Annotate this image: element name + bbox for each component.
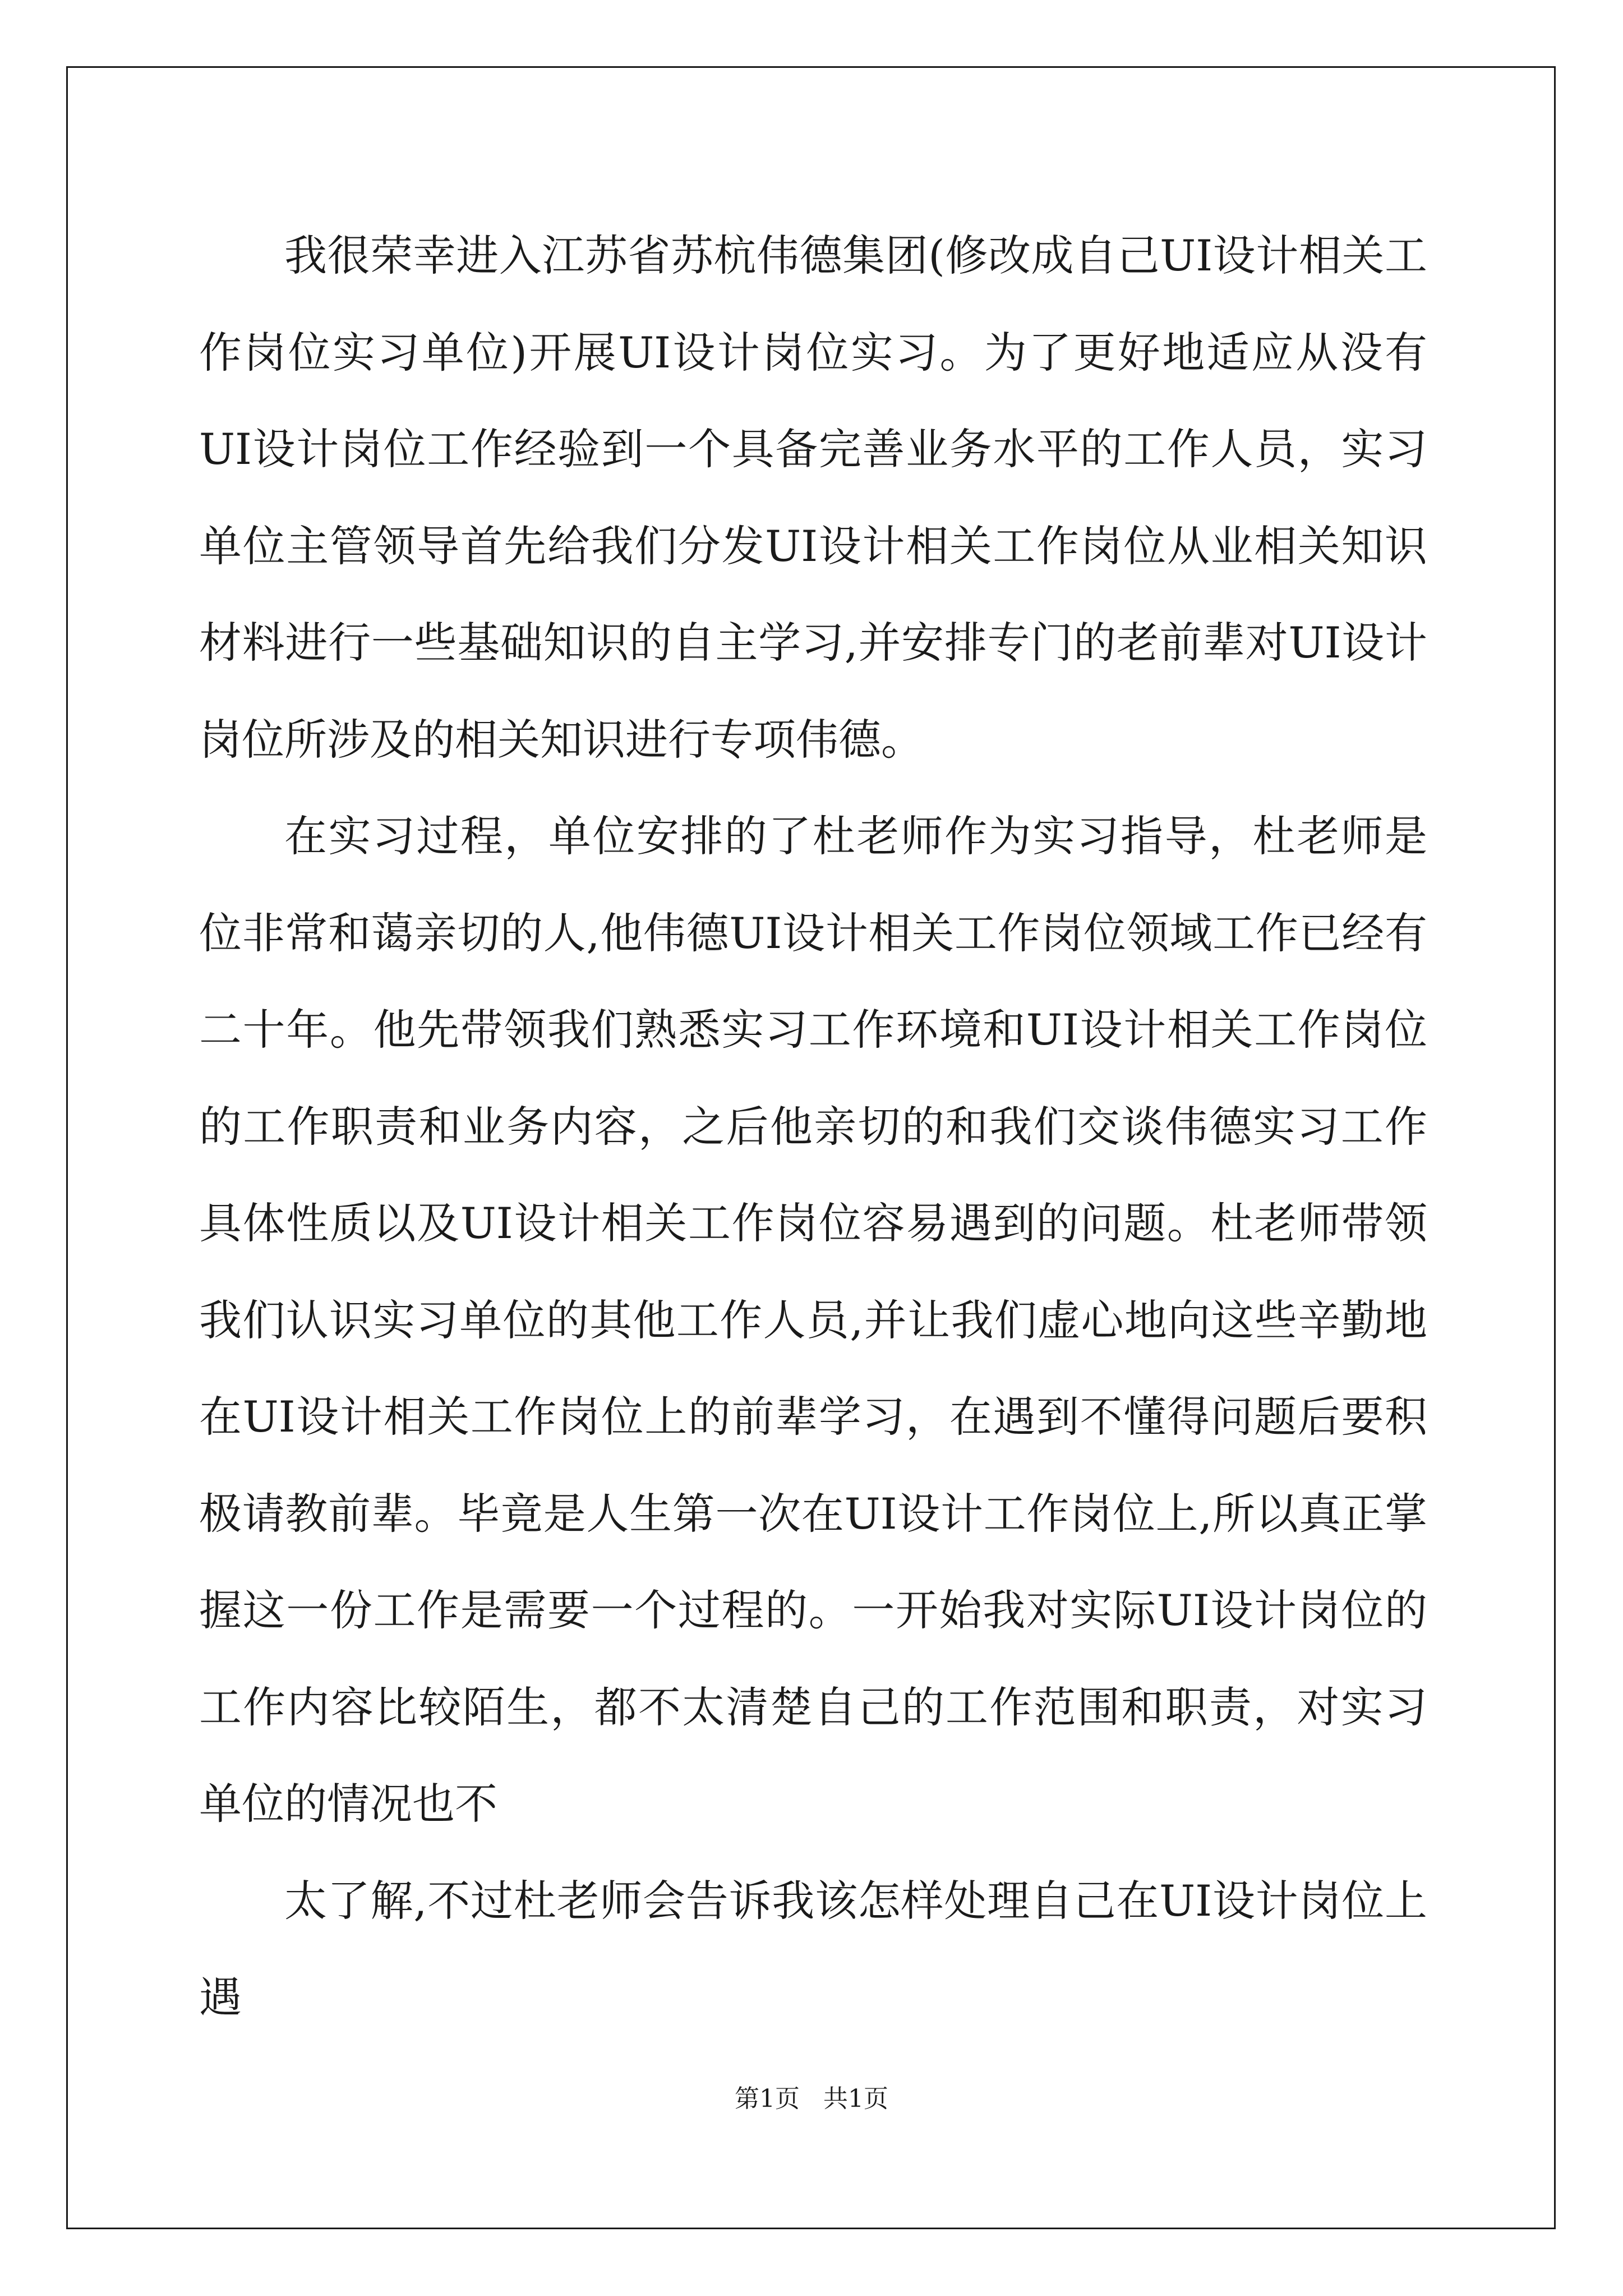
paragraph-2: 在实习过程，单位安排的了杜老师作为实习指导，杜老师是位非常和蔼亲切的人,他伟德UI设计相关工作岗位领域工作已经有二十年。他先带领我们熟悉实习工作环境和UI设计相关工作岗位的工作职责和业务内容，之后他亲切的和我们交谈伟德实习工作具体性质以及UI设计相关工作岗位容易遇到的问题。杜老师带领我们认识实习单位的其他工作人员,并让我们虚心地向这些辛勤地在UI设计相关工作岗位上的前辈学习，在遇到不懂得问题后要积极请教前辈。毕竟是人生第一次在UI设计工作岗位上,所以真正掌握这一份工作是需要一个过程的。一开始我对实际UI设计岗位的工作内容比较陌生，都不太清楚自己的工作范围和职责，对实习单位的情况也不 (199, 811, 1427, 1829)
document-body (199, 208, 1427, 2046)
page-footer: 第1页 共1页 (735, 2085, 888, 2113)
paragraph-1: 我很荣幸进入江苏省苏杭伟德集团(修改成自己UI设计相关工作岗位实习单位)开展UI设计岗位实习。为了更好地适应从没有UI设计岗位工作经验到一个具备完善业务水平的工作人员，实习单位主管领导首先给我们分发UI设计相关工作岗位从业相关知识材料进行一些基础知识的自主学习,并安排专门的老前辈对UI设计岗位所涉及的相关知识进行专项伟德。 (199, 231, 1427, 765)
paragraph-3: 太了解,不过杜老师会告诉我该怎样处理自己在UI设计岗位上遇 (199, 1875, 1427, 2022)
